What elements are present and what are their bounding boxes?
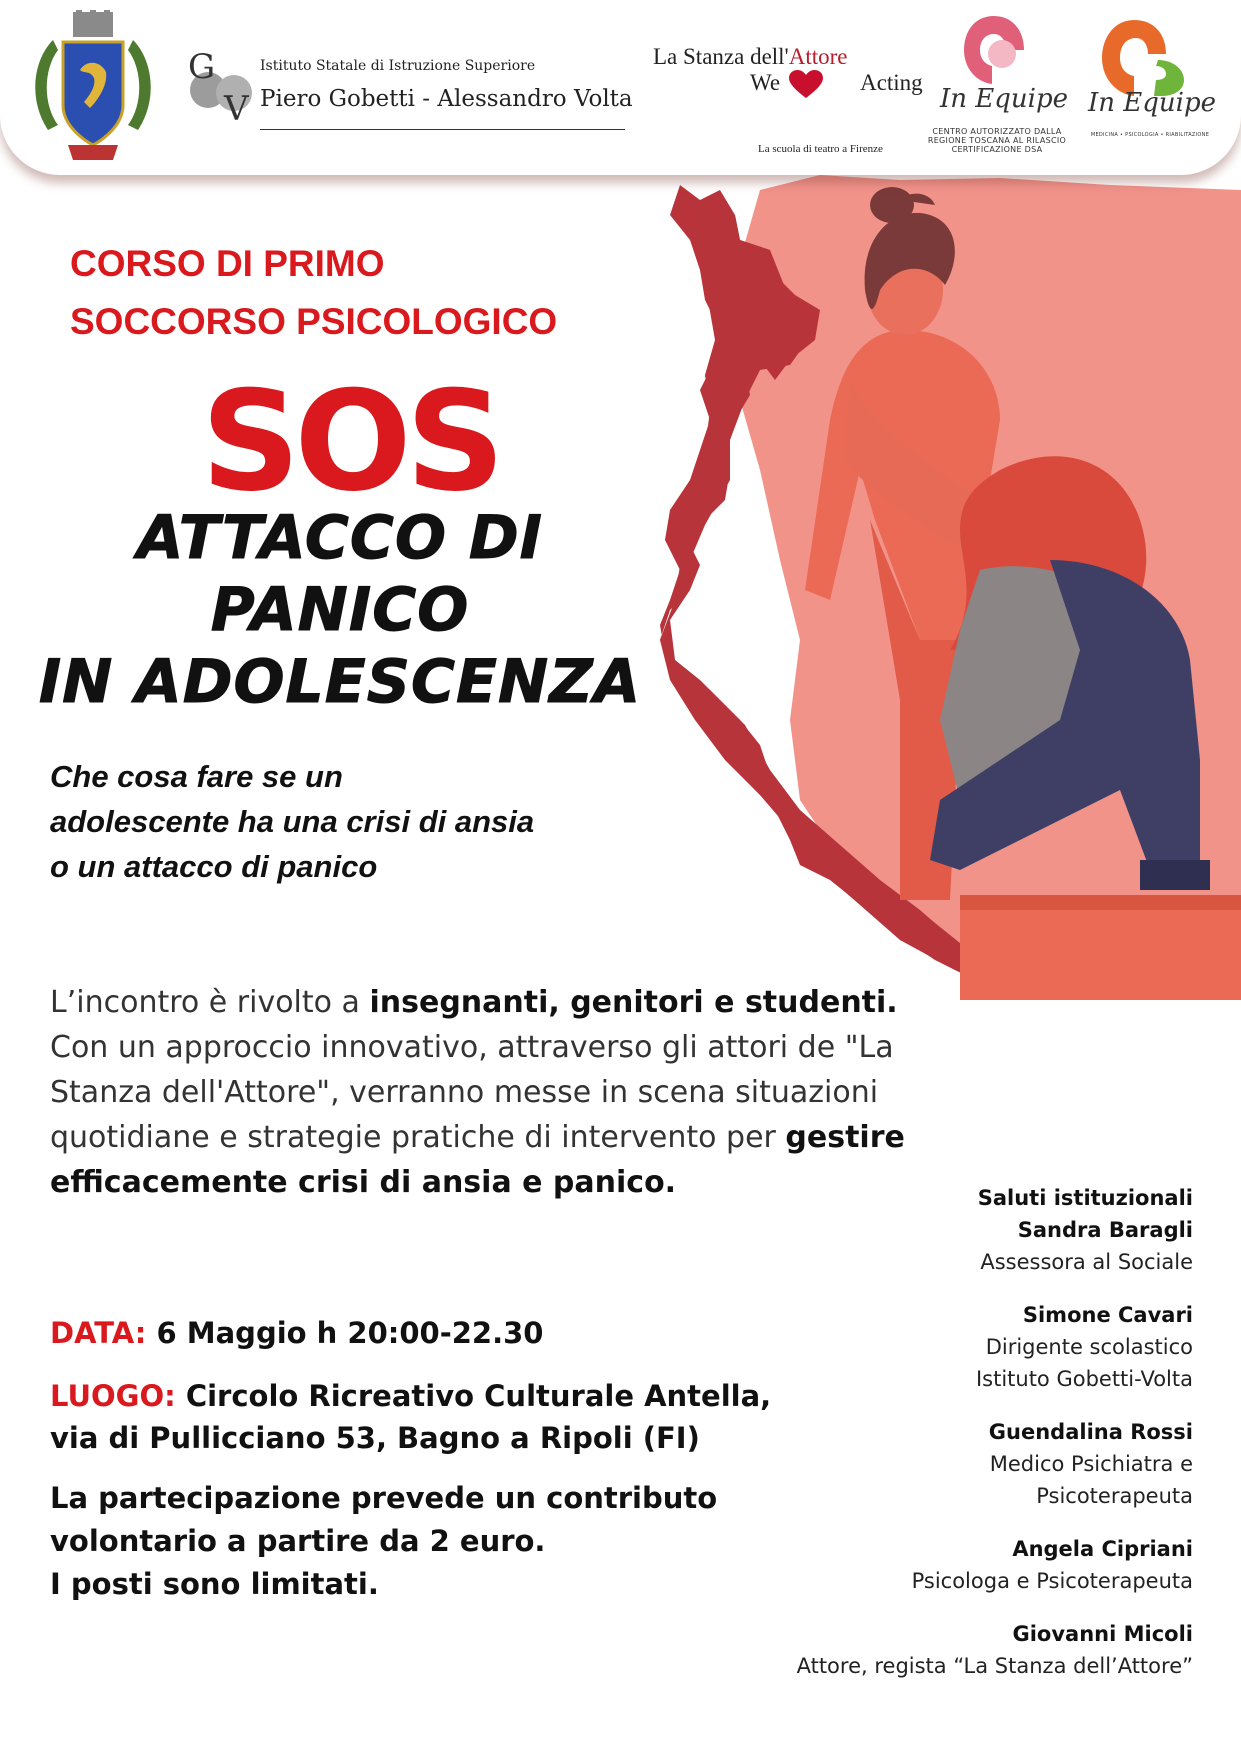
svg-text:G: G: [188, 48, 216, 87]
stanza-title: La Stanza dell'Attore: [653, 44, 848, 69]
in-equipe-certification: CENTRO AUTORIZZATO DALLA REGIONE TOSCANA AL RILASCIO CERTIFICAZIONE DSA: [927, 127, 1067, 154]
school-name: Piero Gobetti - Alessandro Volta: [260, 86, 633, 112]
heart-icon: [789, 70, 823, 100]
in-equipe-color-logo-icon: [1098, 18, 1188, 98]
stanza-slogan: We Acting: [750, 70, 923, 95]
speaker-item: Simone Cavari Dirigente scolastico Istituto Gobetti-Volta: [975, 1303, 1193, 1391]
course-line-1: CORSO DI PRIMO: [70, 243, 385, 284]
in-equipe-services: MEDICINA • PSICOLOGIA • RIABILITAZIONE: [1090, 132, 1210, 138]
speaker-item: Giovanni Micoli Attore, regista “La Stanza dell’Attore”: [796, 1622, 1193, 1678]
title-line-3: IN ADOLESCENZA: [38, 647, 642, 717]
in-equipe-name-2: In Equipe: [1088, 88, 1216, 118]
speaker-item: Guendalina Rossi Medico Psichiatra e Psicoterapeuta: [988, 1420, 1193, 1508]
title-line-2: PANICO: [210, 575, 470, 645]
sitting-girl-feet: [1140, 860, 1210, 890]
speaker-item: Angela Cipriani Psicologa e Psicoterapeuta: [911, 1537, 1193, 1593]
course-heading: [70, 235, 557, 351]
title-line-1: ATTACCO DI: [137, 503, 543, 573]
sos-title: SOS: [200, 361, 500, 522]
event-title: [20, 502, 660, 718]
question-subtitle: Che cosa fare se un adolescente ha una crisi di ansia o un attacco di panico: [50, 759, 535, 884]
intro-paragraph: L’incontro è rivolto a insegnanti, genitori e studenti. Con un approccio innovativo, attraverso gli attori de "La Stanza dell'Attore", verranno messe in scena situazioni quotidiane e strategie pratiche di intervento per gestire efficacemente crisi di ansia e panico.: [50, 985, 905, 1200]
in-equipe-logo-icon: [962, 14, 1026, 86]
participation-note: La partecipazione prevede un contributo volontario a partire da 2 euro. I posti sono limitati.: [50, 1481, 718, 1601]
school-subtitle: Istituto Statale di Istruzione Superiore: [260, 58, 536, 74]
event-date: DATA: 6 Maggio h 20:00-22.30: [50, 1316, 544, 1350]
standing-woman-bun: [870, 187, 914, 223]
school-underline: [260, 129, 625, 130]
speaker-item: Saluti istituzionali Sandra Baragli Assessora al Sociale: [977, 1186, 1193, 1274]
bench-front: [960, 910, 1241, 1000]
course-line-2: SOCCORSO PSICOLOGICO: [70, 301, 558, 342]
logo-header: [0, 0, 1241, 175]
svg-text:V: V: [224, 89, 249, 128]
school-logo-icon: [186, 48, 258, 128]
stanza-subtitle: La scuola di teatro a Firenze: [758, 143, 883, 155]
municipal-crest-icon: [28, 10, 158, 175]
in-equipe-name: In Equipe: [940, 84, 1068, 114]
event-location: LUOGO: Circolo Ricreativo Culturale Antella, via di Pullicciano 53, Bagno a Ripoli (FI): [50, 1379, 772, 1455]
speakers-list: [753, 1182, 1193, 1703]
